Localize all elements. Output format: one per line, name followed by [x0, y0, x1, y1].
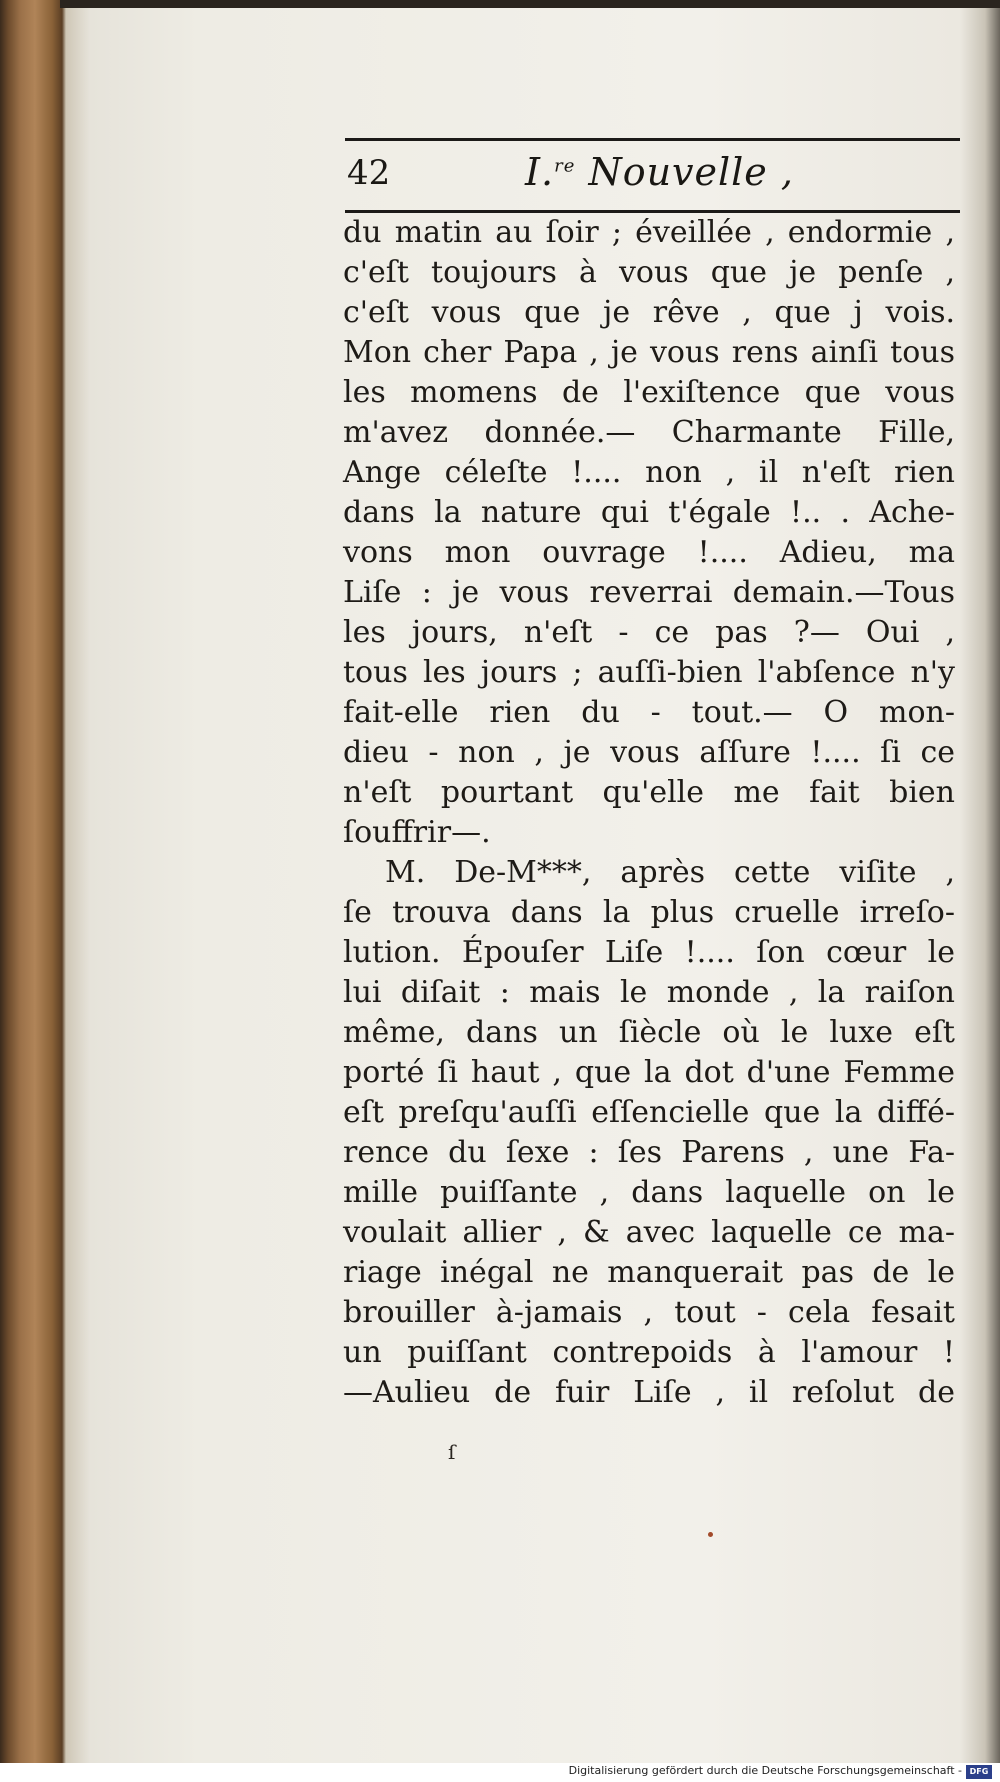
text-line: porté ſi haut , que la dot d'une Femme — [343, 1055, 955, 1090]
header-rule-top — [345, 138, 960, 141]
text-line: lui diſait : mais le monde , la raiſon — [343, 975, 955, 1010]
dfg-logo-icon: DFG — [966, 1765, 992, 1779]
text-line: les jours, n'eſt - ce pas ?— Oui , — [343, 615, 955, 650]
text-line: c'eſt toujours à vous que je penſe , — [343, 255, 955, 290]
text-line: Ange céleſte !.... non , il n'eſt rien — [343, 455, 955, 490]
text-line: eſt preſqu'auſſi eſſencielle que la diffé- — [343, 1095, 955, 1130]
page-number: 42 — [347, 153, 391, 193]
running-head — [525, 150, 794, 194]
catchword: ſ — [448, 1440, 456, 1464]
text-line: rence du ſexe : ſes Parens , une Fa- — [343, 1135, 955, 1170]
text-line: tous les jours ; auſſi-bien l'abſence n'y — [343, 655, 955, 690]
text-line: m'avez donnée.— Charmante Fille, — [343, 415, 955, 450]
text-line: voulait allier , & avec laquelle ce ma- — [343, 1215, 955, 1250]
running-head-main: I. — [525, 150, 555, 194]
text-line: mille puiſſante , dans laquelle on le — [343, 1175, 955, 1210]
text-line: M. De-M***, après cette viſite , — [385, 855, 955, 890]
text-line: riage inégal ne manquerait pas de le — [343, 1255, 955, 1290]
page-header — [345, 128, 960, 220]
text-line: lution. Épouſer Liſe !.... ſon cœur le — [343, 935, 955, 970]
text-line: ſouffrir—. — [343, 815, 491, 850]
text-line: vons mon ouvrage !.... Adieu, ma — [343, 535, 955, 570]
text-line: fait-elle rien du - tout.— O mon- — [343, 695, 955, 730]
text-line: même, dans un ſiècle où le luxe eſt — [343, 1015, 955, 1050]
running-head-sup: re — [554, 155, 576, 177]
text-line: ſe trouva dans la plus cruelle irreſo- — [343, 895, 955, 930]
text-line: dieu - non , je vous aſſure !.... ſi ce — [343, 735, 955, 770]
footer-credit: Digitalisierung gefördert durch die Deutsche Forschungsgemeinschaft - — [568, 1764, 962, 1777]
running-head-tail: Nouvelle , — [575, 150, 794, 194]
text-line: un puiſſant contrepoids à l'amour ! — [343, 1335, 955, 1370]
text-line: —Aulieu de fuir Liſe , il reſolut de — [343, 1375, 955, 1410]
text-line: Mon cher Papa , je vous rens ainſi tous — [343, 335, 955, 370]
text-line: Liſe : je vous reverrai demain.—Tous — [343, 575, 955, 610]
text-line: dans la nature qui t'égale !.. . Ache- — [343, 495, 955, 530]
text-line: brouiller à-jamais , tout - cela fesait — [343, 1295, 955, 1330]
text-line: c'eſt vous que je rêve , que j vois. — [343, 295, 955, 330]
body-text — [343, 213, 955, 1413]
text-line: du matin au ſoir ; éveillée , endormie , — [343, 215, 955, 250]
page-top-edge — [60, 0, 1000, 8]
paper-speck — [708, 1532, 713, 1537]
text-line: n'eſt pourtant qu'elle me fait bien — [343, 775, 955, 810]
text-line: les momens de l'exiſtence que vous — [343, 375, 955, 410]
